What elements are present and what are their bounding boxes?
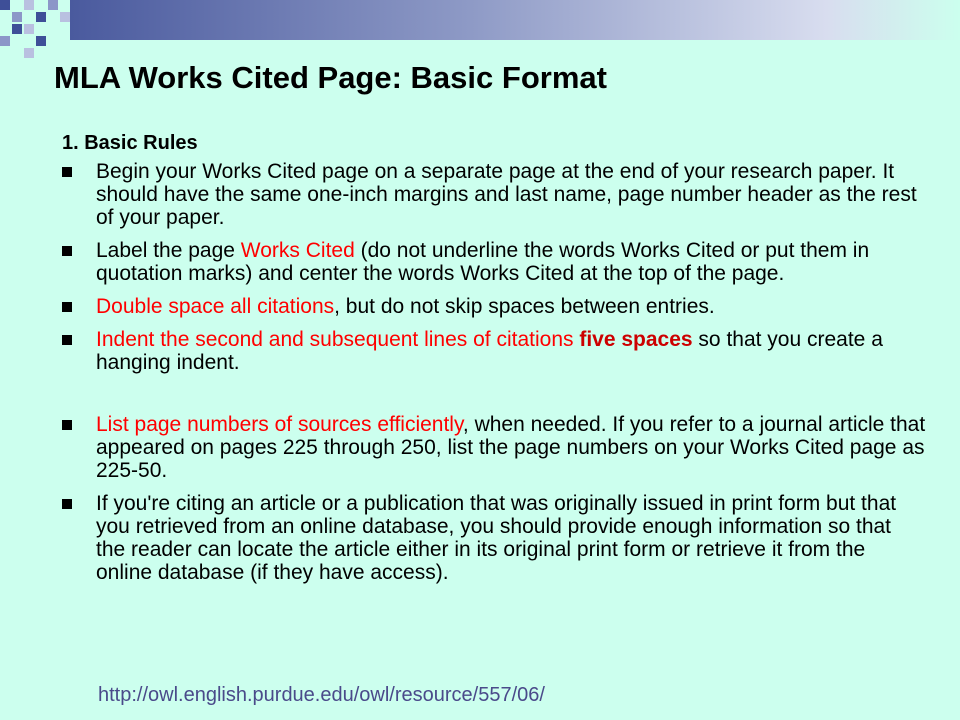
bullet-page-numbers <box>0 413 926 482</box>
source-url[interactable]: http://owl.english.purdue.edu/owl/resource/557/06/ <box>98 684 545 706</box>
bullet-text: Begin your Works Cited page on a separate page at the end of your research paper. It should have the same one-inch margins and last name, page number header as the rest of your paper. <box>96 160 917 229</box>
bullet-highlight: Indent the second and subsequent lines of citations <box>96 328 580 351</box>
bullet-text-post: , when needed. If you refer to a journal article that appeared on pages 225 through 250, list the page numbers on your Works Cited page as 225-50. <box>96 413 926 482</box>
square-bullet-icon <box>62 420 72 430</box>
bullet-double-space <box>0 295 926 318</box>
bullet-text-post: so that you create a hanging indent. <box>96 328 883 374</box>
bullet-strong-highlight: five spaces <box>579 328 693 351</box>
square-bullet-icon <box>62 499 72 509</box>
bullet-text-post: , but do not skip spaces between entries. <box>334 295 715 318</box>
decorative-squares <box>0 0 80 60</box>
square-bullet-icon <box>62 335 72 345</box>
bullet-separate-page <box>0 160 926 229</box>
bullet-highlight: Works Cited <box>240 239 355 262</box>
bullet-text-pre: Label the page <box>96 239 241 262</box>
bullet-hanging-indent <box>0 328 926 374</box>
bullet-label-page <box>0 239 926 285</box>
bullet-list <box>0 160 960 594</box>
header-gradient-bar <box>70 0 960 40</box>
bullet-text: If you're citing an article or a publication that was originally issued in print form but that you retrieved from an online database, you should provide enough information so that the reader can locate the article either in its original print form or retrieve it from the online database (if they have access). <box>96 492 897 584</box>
square-bullet-icon <box>62 302 72 312</box>
section-heading: 1. Basic Rules <box>62 132 198 154</box>
slide-title: MLA Works Cited Page: Basic Format <box>54 60 607 95</box>
bullet-highlight: List page numbers of sources efficiently <box>96 413 463 436</box>
square-bullet-icon <box>62 167 72 177</box>
bullet-highlight: Double space all citations <box>96 295 335 318</box>
bullet-online-database <box>0 492 926 584</box>
bullet-text-post: (do not underline the words Works Cited or put them in quotation marks) and center the words Works Cited at the top of the page. <box>96 239 870 285</box>
square-bullet-icon <box>62 246 72 256</box>
